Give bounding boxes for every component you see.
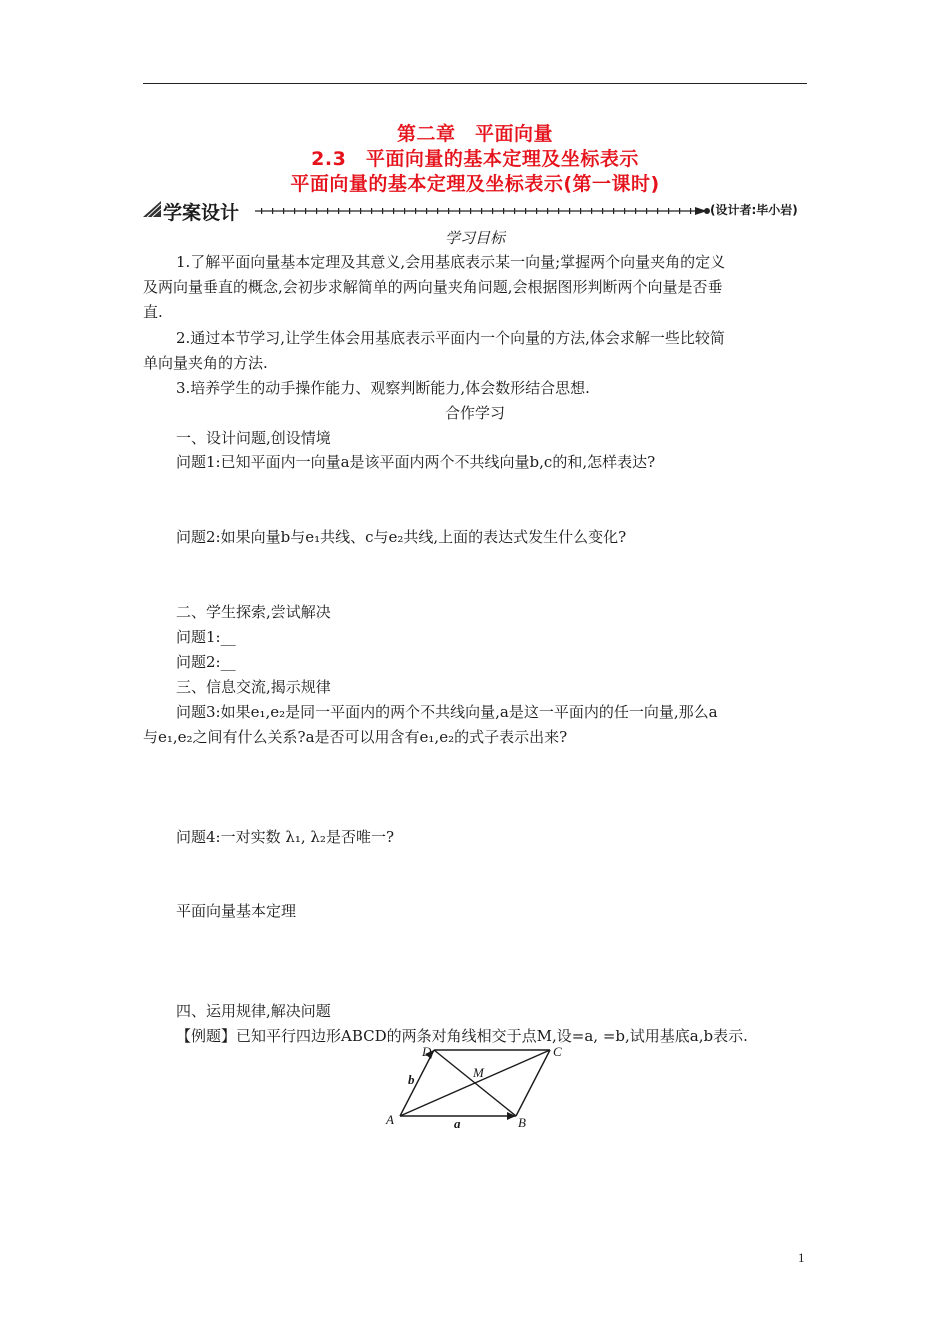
banner-tick: [569, 208, 570, 214]
diagonal-db: [434, 1050, 516, 1116]
goal-1-line-2: 及两向量垂直的概念,会初步求解简单的两向量夹角问题,会根据图形判断两个向量是否垂: [143, 278, 723, 296]
banner-tick: [591, 208, 592, 214]
label-a: A: [386, 1112, 394, 1127]
goals-heading: 学习目标: [444, 229, 505, 247]
banner-tick: [514, 208, 515, 214]
triangle-icon: [143, 201, 161, 217]
banner-tick: [316, 208, 317, 214]
banner-tick: [492, 208, 493, 214]
banner-tick: [602, 208, 603, 214]
goal-1-line-3: 直.: [143, 303, 163, 321]
title-block: [143, 122, 807, 197]
banner-tick: [261, 208, 262, 214]
lesson-title: 平面向量的基本定理及坐标表示(第一课时): [290, 173, 660, 195]
part-4-heading: 四、运用规律,解决问题: [176, 1002, 331, 1020]
banner-tick: [272, 208, 273, 214]
banner-tick: [558, 208, 559, 214]
banner-tick: [580, 208, 581, 214]
banner-tick: [668, 208, 669, 214]
banner-tick: [349, 208, 350, 214]
label-b: B: [518, 1115, 526, 1130]
part-3-heading: 三、信息交流,揭示规律: [176, 678, 331, 696]
banner-tick: [481, 208, 482, 214]
banner-tick: [305, 208, 306, 214]
chapter-title: 第二章 平面向量: [396, 123, 553, 145]
section-banner: [143, 199, 848, 223]
banner-tick: [470, 208, 471, 214]
designer-credit: (设计者:毕小岩): [710, 203, 798, 217]
example-problem: 【例题】已知平行四边形ABCD的两条对角线相交于点M,设=a, =b,试用基底a,b表示.: [176, 1027, 748, 1045]
side-bc: [516, 1050, 550, 1116]
banner-tick: [536, 208, 537, 214]
question-1: 问题1:已知平面内一向量a是该平面内两个不共线向量b,c的和,怎样表达?: [176, 453, 656, 471]
label-d: D: [422, 1044, 432, 1059]
goal-2-line-2: 单向量夹角的方法.: [143, 354, 268, 372]
label-m: M: [473, 1065, 484, 1080]
banner-tick: [547, 208, 548, 214]
side-da: [400, 1050, 434, 1116]
parallelogram-diagram: [380, 1040, 580, 1132]
part-1-heading: 一、设计问题,创设情境: [176, 429, 331, 447]
banner-tick: [624, 208, 625, 214]
banner-tick: [327, 208, 328, 214]
banner-tick: [635, 208, 636, 214]
goal-3-line-1: 3.培养学生的动手操作能力、观察判断能力,体会数形结合思想.: [176, 379, 590, 397]
label-c: C: [553, 1044, 562, 1059]
goal-2-line-1: 2.通过本节学习,让学生体会用基底表示平面内一个向量的方法,体会求解一些比较简: [176, 329, 725, 347]
banner-tick: [371, 208, 372, 214]
question-4: 问题4:一对实数 λ₁, λ₂是否唯一?: [176, 828, 394, 846]
banner-tick: [415, 208, 416, 214]
section-title: 2.3 平面向量的基本定理及坐标表示: [311, 148, 639, 170]
section-label: 学案设计: [163, 202, 240, 224]
header-rule: [143, 83, 807, 84]
banner-tick: [503, 208, 504, 214]
banner-tick: [437, 208, 438, 214]
banner-tick: [393, 208, 394, 214]
banner-tick: [657, 208, 658, 214]
part-2-heading: 二、学生探索,尝试解决: [176, 603, 331, 621]
coop-heading: 合作学习: [444, 404, 505, 422]
theorem-heading: 平面向量基本定理: [176, 902, 297, 920]
question-3-line-2: 与e₁,e₂之间有什么关系?a是否可以用含有e₁,e₂的式子表示出来?: [143, 728, 568, 746]
banner-tick: [404, 208, 405, 214]
question-3-line-1: 问题3:如果e₁,e₂是同一平面内的两个不共线向量,a是这一平面内的任一向量,那么a: [176, 703, 718, 721]
question-2: 问题2:如果向量b与e₁共线、c与e₂共线,上面的表达式发生什么变化?: [176, 528, 627, 546]
answer-1: 问题1:__: [176, 628, 236, 646]
banner-tick: [283, 208, 284, 214]
dotted-arrow-line: [255, 206, 710, 216]
label-vector-a: a: [454, 1116, 461, 1131]
goal-1-line-1: 1.了解平面向量基本定理及其意义,会用基底表示某一向量;掌握两个向量夹角的定义: [176, 253, 726, 271]
label-vector-b: b: [408, 1072, 415, 1087]
answer-2: 问题2:__: [176, 653, 236, 671]
banner-tick: [525, 208, 526, 214]
banner-tick: [679, 208, 680, 214]
banner-tick: [294, 208, 295, 214]
banner-tick: [459, 208, 460, 214]
banner-tick: [613, 208, 614, 214]
banner-tick: [338, 208, 339, 214]
banner-tick: [646, 208, 647, 214]
banner-tick: [426, 208, 427, 214]
page-number: 1: [798, 1250, 805, 1265]
banner-tick: [360, 208, 361, 214]
banner-tick: [448, 208, 449, 214]
banner-tick: [382, 208, 383, 214]
banner-tick: [690, 208, 691, 214]
